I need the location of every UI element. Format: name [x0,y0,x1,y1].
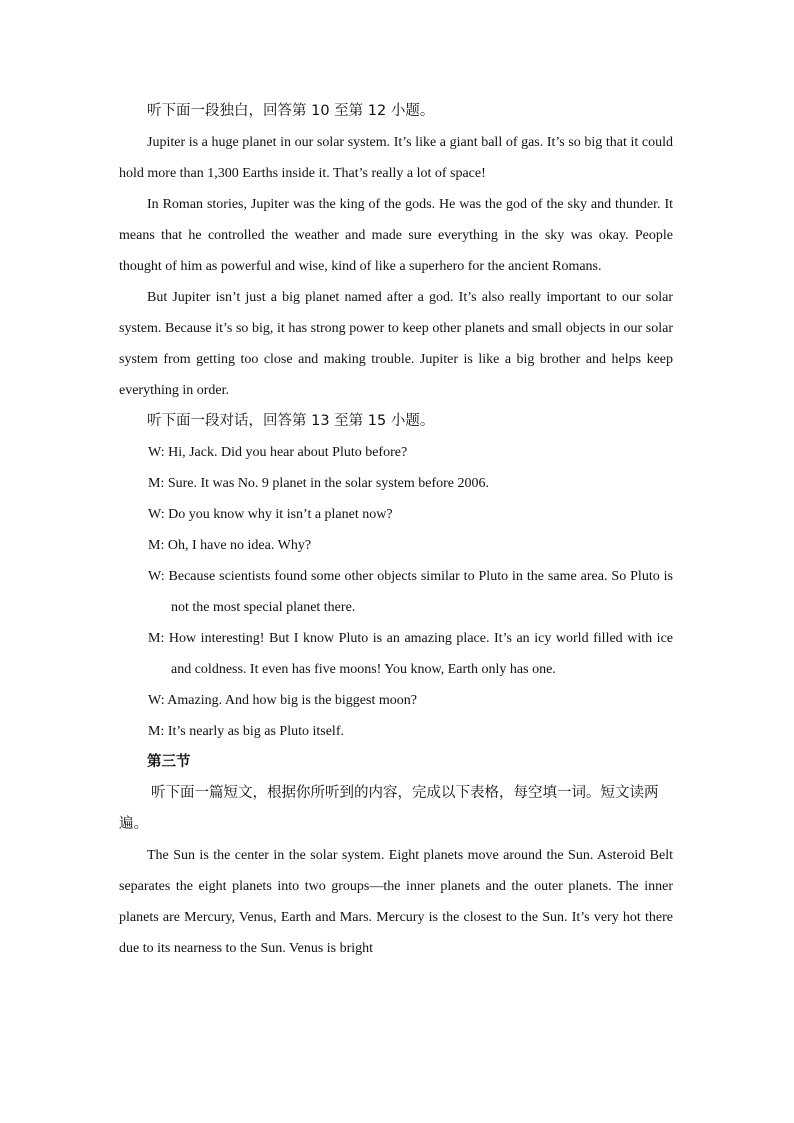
section-three-title: 第三节 [147,754,191,770]
section-three-passage: The Sun is the center in the solar system. Eight planets move around the Sun. Asteroid Belt separates the eight planets into two groups—the inner planets and the outer planets. The inner planets are Mercury, Venus, Earth and Mars. Mercury is the closest to the Sun. It’s very hot there due to its nearness to the Sun. Venus is bright [119,848,673,956]
monologue-paragraph: In Roman stories, Jupiter was the king of the gods. He was the god of the sky and thunder. It means that he controlled the weather and made sure everything in the sky was okay. People thought of him as powerful and wise, kind of like a superhero for the ancient Romans. [119,197,673,274]
section-three-instruction: 听下面一篇短文，根据你所听到的内容，完成以下表格，每空填一词。短文读两遍。 [119,785,659,832]
dialogue-heading: 听下面一段对话，回答第 13 至第 15 小题。 [147,413,435,429]
dialogue-line: M: It’s nearly as big as Pluto itself. [148,724,344,739]
dialogue-line: W: Do you know why it isn’t a planet now? [148,507,393,522]
dialogue-line: M: How interesting! But I know Pluto is an amazing place. It’s an icy world filled with ice and coldness. It even has five moons! You know, Earth only has one. [148,631,673,677]
dialogue-line: W: Hi, Jack. Did you hear about Pluto before? [148,445,408,460]
monologue-heading: 听下面一段独白，回答第 10 至第 12 小题。 [147,103,435,119]
dialogue-line: W: Because scientists found some other objects similar to Pluto in the same area. So Pluto is not the most special planet there. [148,569,673,615]
dialogue-line: M: Sure. It was No. 9 planet in the solar system before 2006. [148,476,489,491]
monologue-paragraph: But Jupiter isn’t just a big planet named after a god. It’s also really important to our solar system. Because it’s so big, it has strong power to keep other planets and small objects in our solar system from getting too close and making trouble. Jupiter is like a big brother and helps keep everything in order. [119,290,673,398]
document-page [119,96,673,964]
monologue-paragraph: Jupiter is a huge planet in our solar system. It’s like a giant ball of gas. It’s so big that it could hold more than 1,300 Earths inside it. That’s really a lot of space! [119,135,673,181]
dialogue-line: M: Oh, I have no idea. Why? [148,538,312,553]
dialogue-line: W: Amazing. And how big is the biggest moon? [148,693,417,708]
